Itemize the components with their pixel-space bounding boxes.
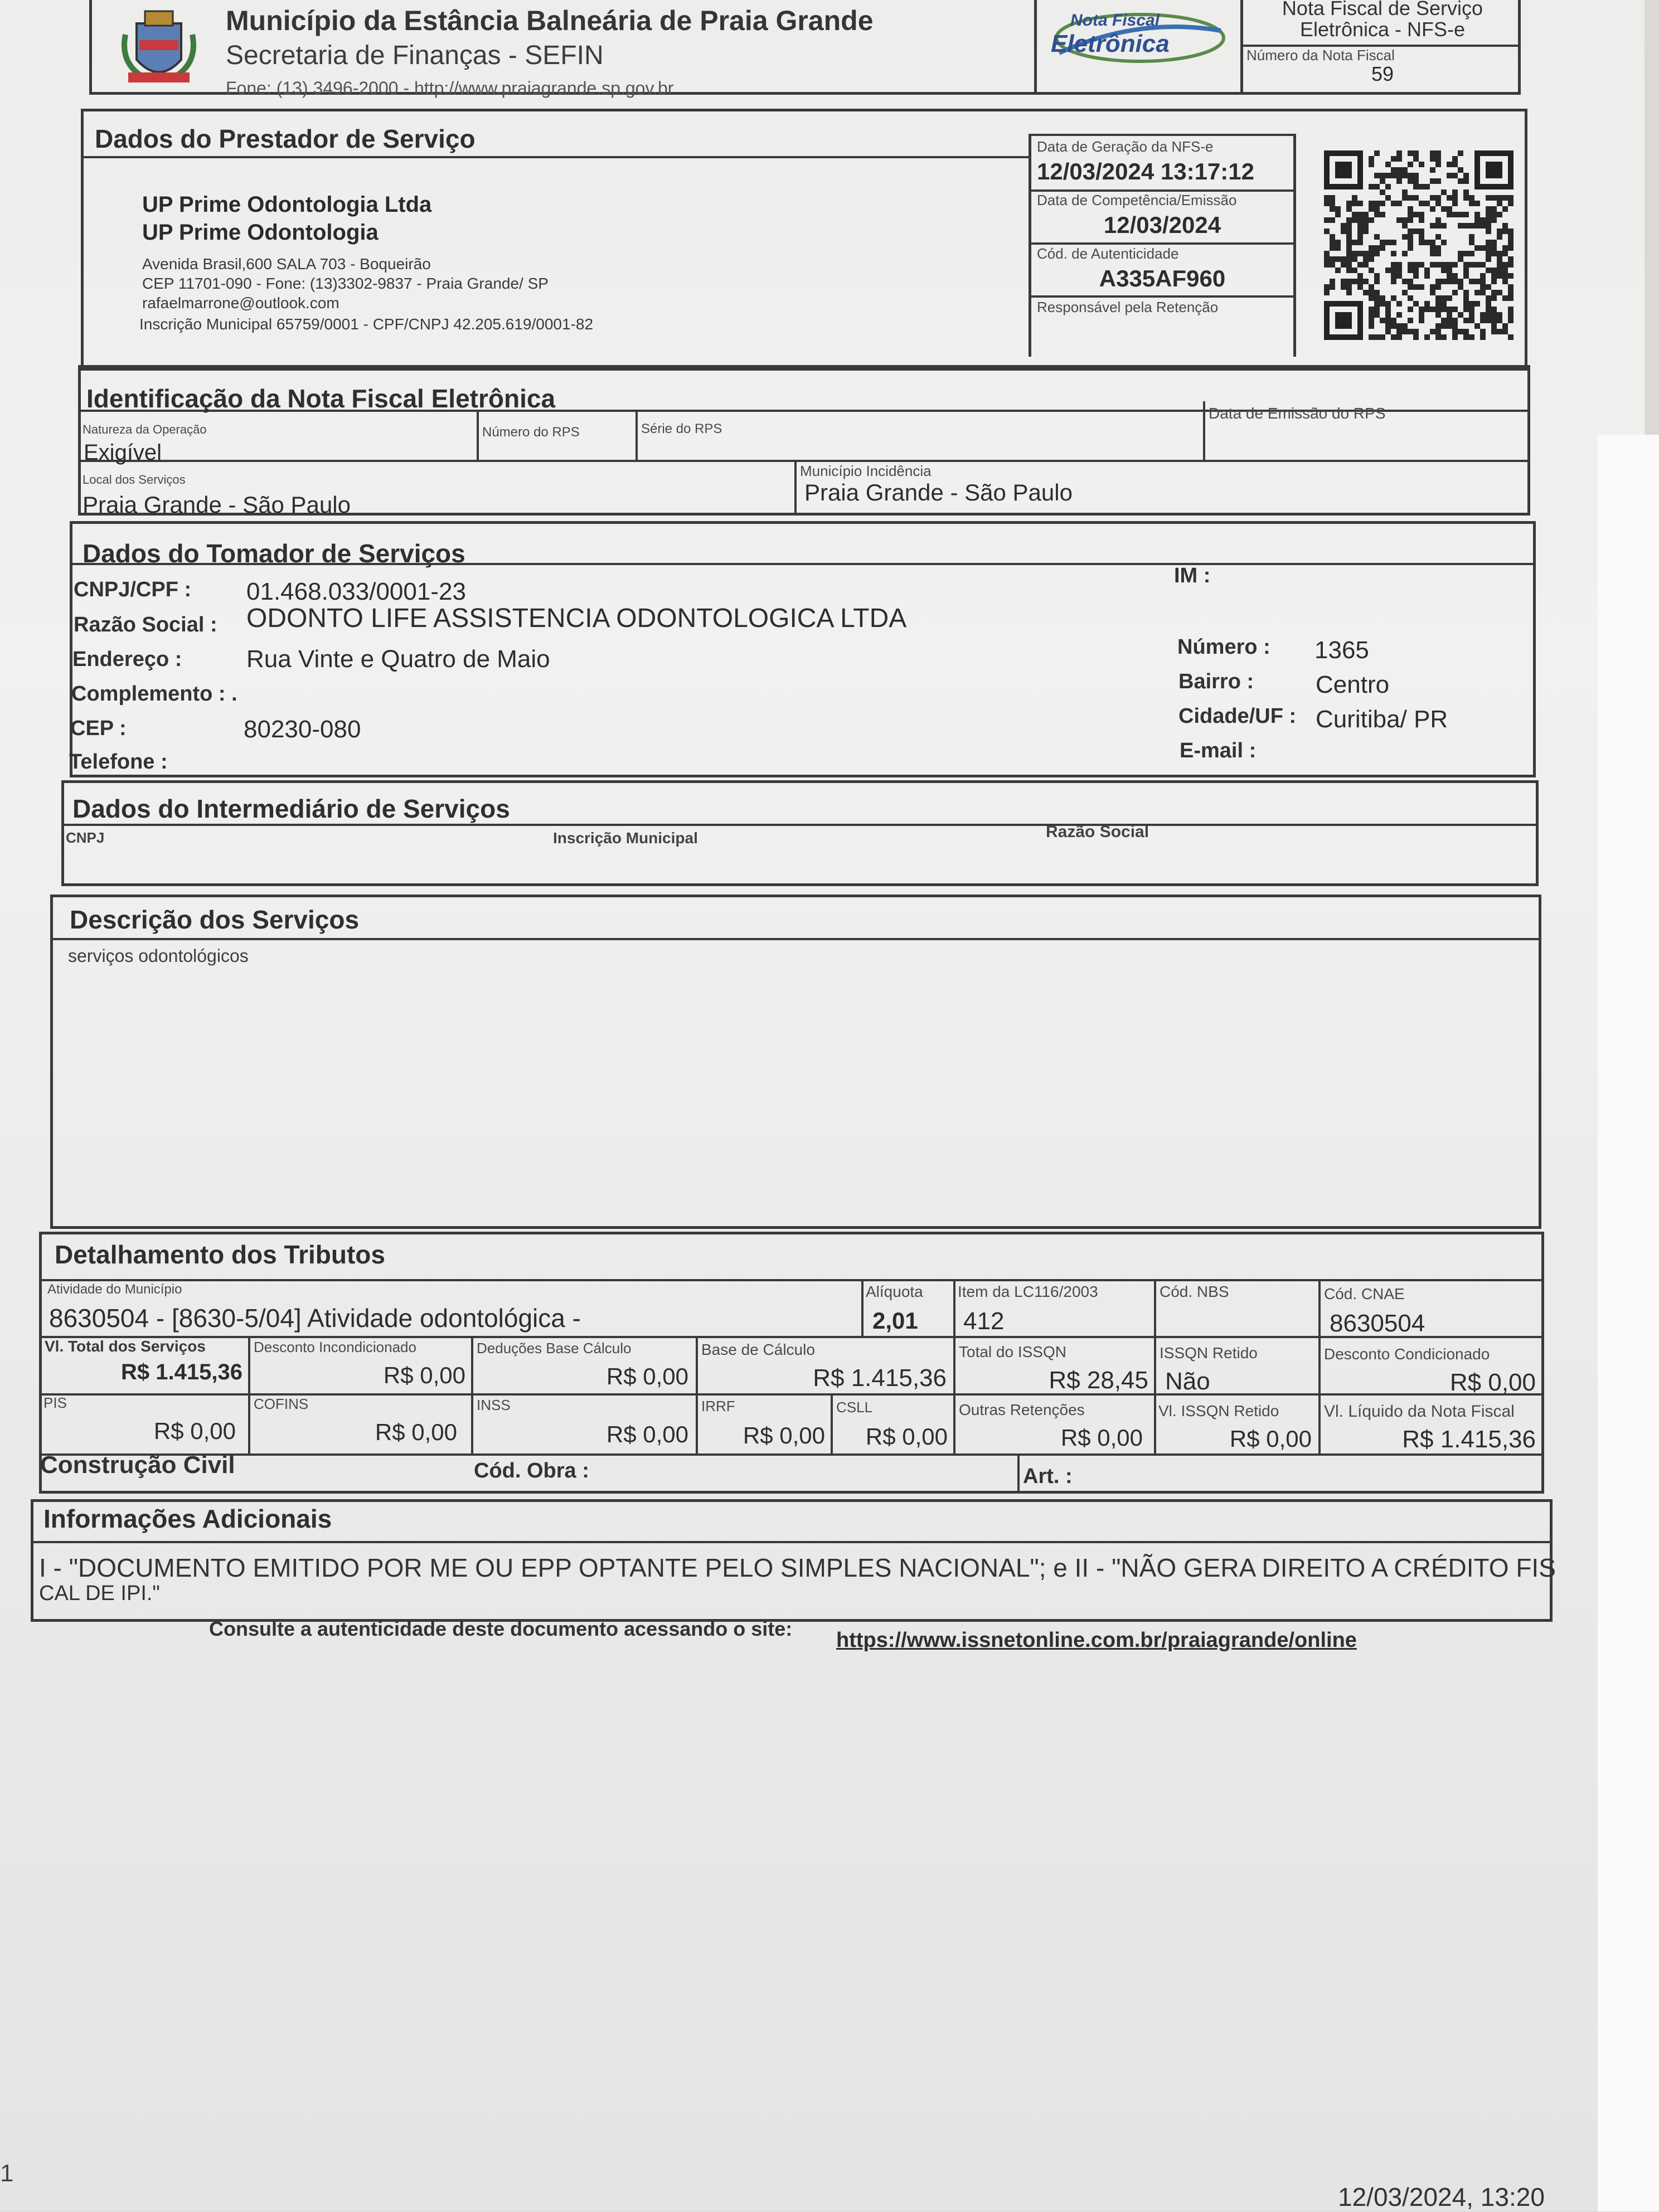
uncond-discount-value: R$ 0,00 xyxy=(383,1362,465,1388)
work-code-label: Cód. Obra : xyxy=(474,1459,589,1482)
rate-value: 2,01 xyxy=(872,1307,918,1334)
net-value: R$ 1.415,36 xyxy=(1402,1426,1536,1453)
taker-city: Curitiba/ PR xyxy=(1316,706,1448,733)
nature-label: Natureza da Operação xyxy=(83,422,207,436)
pis-value: R$ 0,00 xyxy=(153,1418,236,1444)
irrf-label: IRRF xyxy=(701,1398,735,1414)
csll-value: R$ 0,00 xyxy=(865,1423,948,1450)
taker-number-label: Número : xyxy=(1177,635,1270,659)
contact-line: Fone: (13) 3496-2000 - http://www.praiagrande.sp.gov.br xyxy=(226,78,674,98)
issqn-total-value: R$ 28,45 xyxy=(1049,1367,1148,1394)
provider-registration: Inscrição Municipal 65759/0001 - CPF/CNPJ 42.205.619/0001-82 xyxy=(139,315,594,333)
total-value: R$ 1.415,36 xyxy=(121,1360,242,1384)
consult-link[interactable]: https://www.issnetonline.com.br/praiagrande/online xyxy=(836,1628,1357,1652)
taker-cep-label: CEP : xyxy=(70,717,127,740)
identification-section-title: Identificação da Nota Fiscal Eletrônica xyxy=(86,384,556,413)
provider-trade-name: UP Prime Odontologia xyxy=(142,220,379,245)
net-value-label: Vl. Líquido da Nota Fiscal xyxy=(1324,1402,1515,1421)
secretariat-title: Secretaria de Finanças - SEFIN xyxy=(226,41,604,70)
cofins-value: R$ 0,00 xyxy=(375,1419,457,1445)
taker-section-title: Dados do Tomador de Serviços xyxy=(83,539,465,568)
auth-code: A335AF960 xyxy=(1099,265,1226,291)
additional-line-2: CAL DE IPI." xyxy=(39,1582,160,1605)
issqn-retained-value: Não xyxy=(1165,1368,1210,1395)
intermediary-im-label: Inscrição Municipal xyxy=(553,829,698,847)
comp-date-label: Data de Competência/Emissão xyxy=(1037,192,1237,208)
taker-city-label: Cidade/UF : xyxy=(1178,704,1297,728)
municipality-title: Município da Estância Balneária de Praia Grande xyxy=(226,5,874,36)
cnae-label: Cód. CNAE xyxy=(1324,1285,1405,1302)
description-section-title: Descrição dos Serviços xyxy=(70,905,360,934)
irrf-value: R$ 0,00 xyxy=(743,1422,825,1448)
taxes-section-title: Detalhamento dos Tributos xyxy=(55,1240,385,1269)
taker-number: 1365 xyxy=(1314,636,1369,664)
deductions-label: Deduções Base Cálculo xyxy=(477,1340,632,1357)
taker-address-label: Endereço : xyxy=(72,648,182,671)
issqn-ret-value: R$ 0,00 xyxy=(1229,1426,1312,1452)
service-place-label: Local dos Serviços xyxy=(83,473,186,487)
other-retentions-label: Outras Retenções xyxy=(959,1401,1085,1418)
incidence-value: Praia Grande - São Paulo xyxy=(804,479,1073,505)
print-timestamp: 12/03/2024, 13:20 xyxy=(1338,2182,1545,2211)
pis-label: PIS xyxy=(43,1394,67,1411)
issqn-total-label: Total do ISSQN xyxy=(959,1343,1066,1360)
intermediary-cnpj-label: CNPJ xyxy=(66,829,105,846)
provider-address: Avenida Brasil,600 SALA 703 - Boqueirão xyxy=(142,255,431,273)
rps-date-label: Data de Emissão do RPS xyxy=(1209,405,1386,422)
description-box xyxy=(50,894,1541,1229)
nfse-logo xyxy=(1048,6,1232,67)
rps-number-label: Número do RPS xyxy=(482,425,580,440)
taker-name: ODONTO LIFE ASSISTENCIA ODONTOLOGICA LTDA xyxy=(246,604,907,633)
doc-title-2: Eletrônica - NFS-e xyxy=(1299,18,1466,41)
note-number: 59 xyxy=(1371,62,1394,85)
logo-text-top: Nota Fiscal xyxy=(1070,11,1160,30)
doc-title-1: Nota Fiscal de Serviço xyxy=(1282,0,1483,20)
logo-text-bottom: Eletrônica xyxy=(1051,30,1170,57)
cofins-label: COFINS xyxy=(254,1396,309,1412)
total-label: Vl. Total dos Serviços xyxy=(45,1338,206,1355)
note-number-label: Número da Nota Fiscal xyxy=(1246,47,1395,64)
issqn-ret-value-label: Vl. ISSQN Retido xyxy=(1158,1402,1279,1419)
taker-name-label: Razão Social : xyxy=(74,613,217,636)
rps-series-label: Série do RPS xyxy=(641,421,722,436)
qr-code-icon xyxy=(1324,150,1514,340)
service-place: Praia Grande - São Paulo xyxy=(83,492,351,518)
provider-cep-phone: CEP 11701-090 - Fone: (13)3302-9837 - Praia Grande/ SP xyxy=(142,275,549,292)
uncond-discount-label: Desconto Incondicionado xyxy=(254,1339,416,1355)
gen-date-label: Data de Geração da NFS-e xyxy=(1037,138,1214,155)
nbs-label: Cód. NBS xyxy=(1160,1283,1229,1300)
taker-cnpj: 01.468.033/0001-23 xyxy=(246,578,466,605)
deductions-value: R$ 0,00 xyxy=(606,1363,688,1389)
gen-date: 12/03/2024 13:17:12 xyxy=(1037,158,1254,184)
provider-name: UP Prime Odontologia Ltda xyxy=(142,192,432,217)
consult-text: Consulte a autenticidade deste documento acessando o site: xyxy=(209,1617,793,1640)
rate-label: Alíquota xyxy=(866,1283,923,1300)
incidence-label: Município Incidência xyxy=(800,463,932,479)
construction-label: Construção Civil xyxy=(40,1451,235,1479)
csll-label: CSLL xyxy=(836,1399,873,1416)
page-marker: 1 xyxy=(0,2160,14,2187)
intermediary-section-title: Dados do Intermediário de Serviços xyxy=(72,794,510,823)
cnae-value: 8630504 xyxy=(1330,1310,1425,1337)
comp-date: 12/03/2024 xyxy=(1103,212,1221,238)
item-label: Item da LC116/2003 xyxy=(958,1283,1098,1300)
auth-code-label: Cód. de Autenticidade xyxy=(1037,245,1179,262)
inss-value: R$ 0,00 xyxy=(606,1421,688,1447)
inss-label: INSS xyxy=(477,1397,511,1413)
description-text: serviços odontológicos xyxy=(68,946,249,966)
item-value: 412 xyxy=(963,1307,1005,1335)
municipality-crest-icon xyxy=(117,7,201,90)
taker-district-label: Bairro : xyxy=(1178,670,1254,693)
intermediary-name-label: Razão Social xyxy=(1046,823,1149,841)
taker-cnpj-label: CNPJ/CPF : xyxy=(74,578,192,601)
cond-discount-value: R$ 0,00 xyxy=(1449,1369,1536,1396)
taker-phone-label: Telefone : xyxy=(69,750,168,774)
taker-email-label: E-mail : xyxy=(1180,739,1257,762)
cond-discount-label: Desconto Condicionado xyxy=(1324,1345,1490,1363)
issqn-retained-label: ISSQN Retido xyxy=(1160,1344,1258,1362)
retention-label: Responsável pela Retenção xyxy=(1037,299,1219,315)
nature-value: Exigível xyxy=(84,440,162,465)
taker-cep: 80230-080 xyxy=(244,716,361,743)
additional-section-title: Informações Adicionais xyxy=(43,1504,332,1533)
activity-label: Atividade do Município xyxy=(47,1282,182,1297)
taker-address: Rua Vinte e Quatro de Maio xyxy=(246,645,550,673)
base-label: Base de Cálculo xyxy=(701,1341,815,1358)
taker-im-label: IM : xyxy=(1174,564,1211,587)
provider-email: rafaelmarrone@outlook.com xyxy=(142,294,339,312)
taker-complement-label: Complemento : . xyxy=(71,682,237,706)
art-label: Art. : xyxy=(1023,1465,1073,1488)
taker-district: Centro xyxy=(1316,671,1390,698)
provider-section-title: Dados do Prestador de Serviço xyxy=(95,124,476,153)
base-value: R$ 1.415,36 xyxy=(813,1364,947,1392)
additional-line-1: I - "DOCUMENTO EMITIDO POR ME OU EPP OPTANTE PELO SIMPLES NACIONAL"; e II - "NÃO GERA DIREITO A CRÉDITO FIS xyxy=(39,1553,1556,1582)
other-retentions-value: R$ 0,00 xyxy=(1060,1425,1143,1451)
activity-value: 8630504 - [8630-5/04] Atividade odontológica - xyxy=(49,1304,581,1333)
